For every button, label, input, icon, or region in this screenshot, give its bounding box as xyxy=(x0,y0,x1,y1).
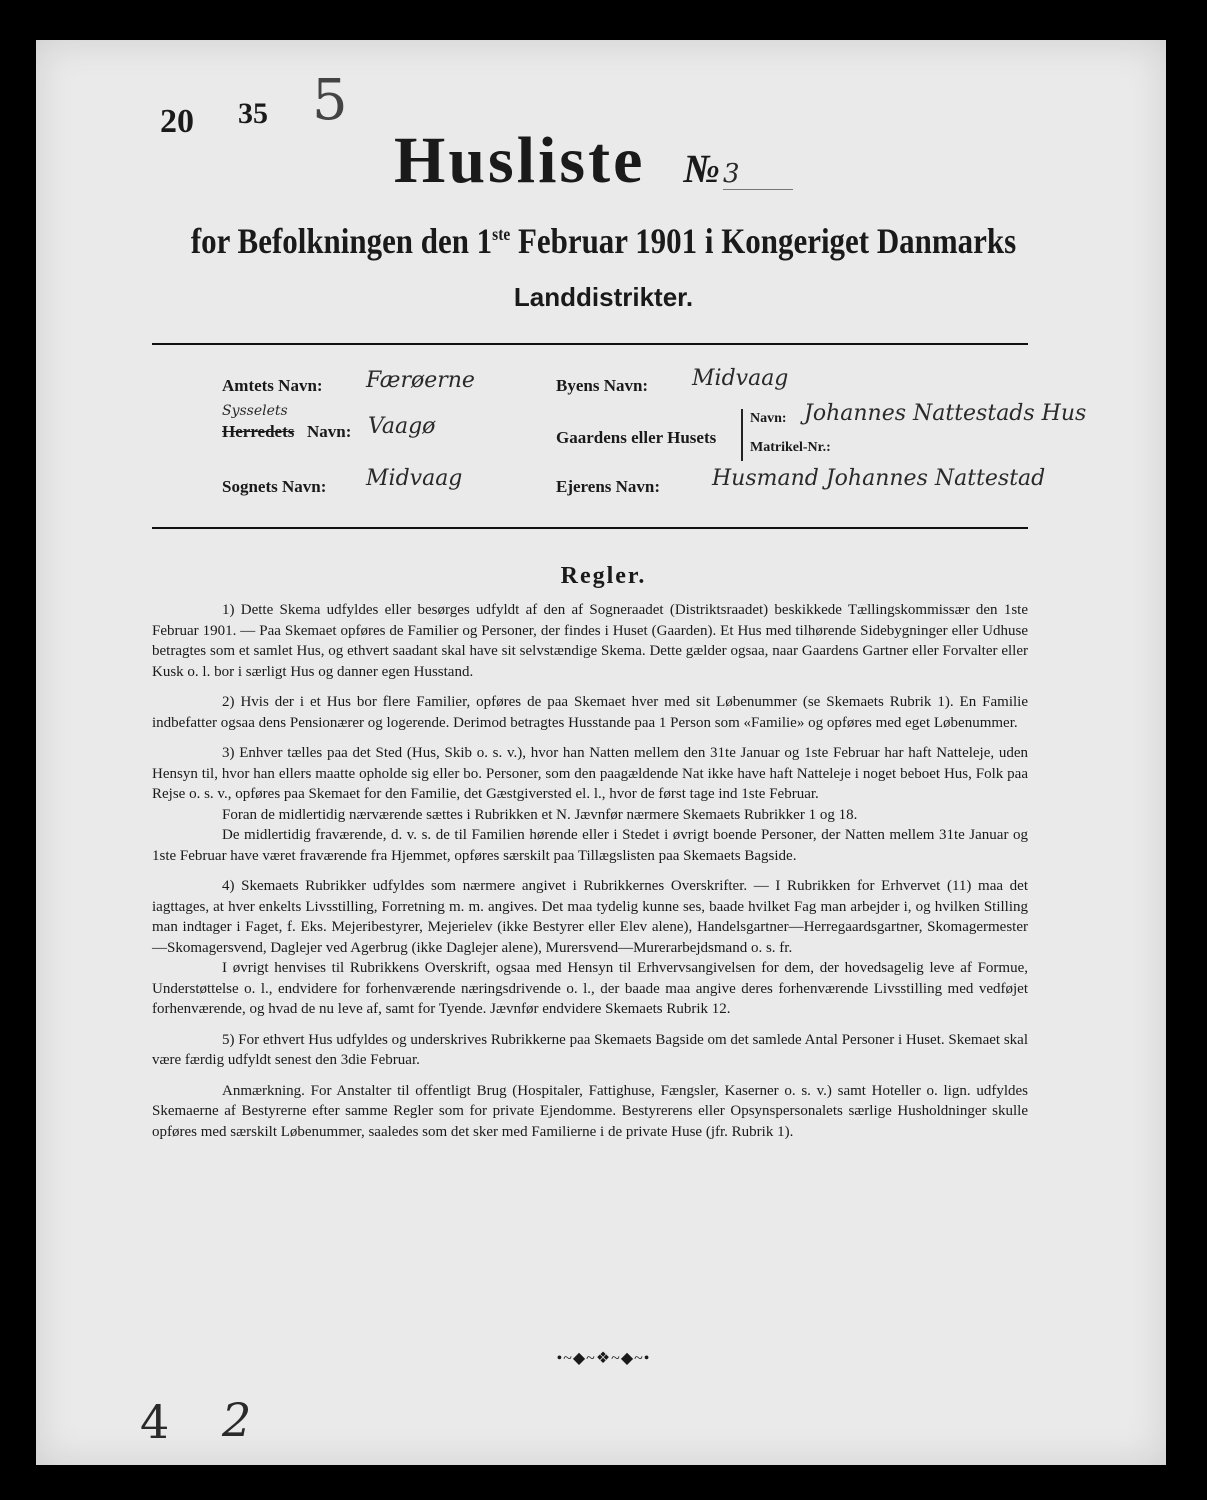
rule-2: 2) Hvis der i et Hus bor flere Familier, opføres de paa Skemaet hver med sit Løbenummer (se Skemaets Rubrik 1). En Familie indbefatter ogsaa dens Pensionærer og logerende. Derimod betragtes Husstande paa 1 Person som «Familie» og opføres med eget Løbenummer. xyxy=(152,694,1028,731)
herred-correction: Sysselets xyxy=(222,403,288,419)
form-subtitle xyxy=(84,220,1122,262)
by-label: Byens Navn: xyxy=(556,376,649,395)
handwritten-number: 5 xyxy=(312,68,348,133)
rule-4-continued: I øvrigt henvises til Rubrikkens Overskrift, ogsaa med Hensyn til Erhvervsangivelsen for dem, der hovedsagelig leve af Formue, Understøttelse o. l., endvidere for forhenværende næringsdrivende o. l., der baade maa angive deres forhenværende Livsstilling med vedføjet forhenværende, og hvad de nu leve af, samt for Tyende. Jævnfør endvidere Skemaets Rubrik 12. xyxy=(152,960,1028,1017)
ornament-divider: •~◆~❖~◆~• xyxy=(556,1350,651,1367)
sogn-value: Midvaag xyxy=(366,466,463,491)
stamp-number-left: 20 xyxy=(160,103,194,140)
subtitle-part-2: Februar 1901 i Kongeriget Danmarks xyxy=(510,221,1017,261)
handwritten-bottom-left: 4 xyxy=(140,1395,170,1449)
by-value: Midvaag xyxy=(692,366,789,391)
matrikel-label: Matrikel-Nr.: xyxy=(750,440,831,455)
brace-line xyxy=(741,409,743,461)
number-sign: № xyxy=(683,146,723,191)
rule-4: 4) Skemaets Rubrikker udfyldes som nærmere angivet i Rubrikkernes Overskrifter. — I Rubrikken for Erhvervet (11) maa det iagttages, at hver enkelts Livsstilling, Forretning m. m. angives. Det maa tydelig kunne ses, baade hvilket Fag man arbejder i, og hvilken Stilling man indtager i Faget, f. Eks. Mejeribestyrer, Mejerielev (ikke Bestyrer eller Elev alene), Handelsgartner—Herregaardsgartner, Skomagermester—Skomagersvend, Daglejer ved Agerbrug (ikke Daglejer alene), Murersvend—Murerarbejdsmand o. s. fr. xyxy=(152,878,1028,956)
herred-struck-label: Herredets xyxy=(222,422,295,441)
title-text: Husliste xyxy=(394,124,646,197)
amt-label: Amtets Navn: xyxy=(222,376,323,395)
subtitle-superscript: ste xyxy=(492,224,511,244)
gaard-label: Gaardens eller Husets xyxy=(556,428,717,447)
rule-3-note-a: Foran de midlertidig nærværende sættes i Rubrikken et N. Jævnfør nærmere Skemaets Rubrikker 1 og 18. xyxy=(222,806,858,823)
subtitle-part-1: for Befolkningen den 1 xyxy=(190,221,493,261)
herred-value: Vaagø xyxy=(368,414,436,439)
rule-3: 3) Enhver tælles paa det Sted (Hus, Skib o. s. v.), hvor han Natten mellem den 31te Januar og 1ste Februar har haft Natteleje, uden Hensyn til, hvor han ellers maatte opholde sig eller bo. Personer, som den paagældende Nat ikke have haft Natteleje i noget beboet Hus, Folk paa Rejse o. s. v., opføres paa Skemaet for den Familie, det Gæstgiversted el. l., hvor de først tage ind 1ste Februar. xyxy=(152,745,1028,802)
ejer-label: Ejerens Navn: xyxy=(556,477,661,496)
mid-divider xyxy=(152,527,1028,529)
stamp-number-mid: 35 xyxy=(238,97,268,130)
rule-5: 5) For ethvert Hus udfyldes og underskrives Rubrikkerne paa Skemaets Bagside om det samlede Antal Personer i Huset. Skemaet skal være færdig udfyldt senest den 3die Februar. xyxy=(152,1031,1028,1068)
top-divider xyxy=(152,343,1028,345)
handwritten-bottom-right: 2 xyxy=(222,1393,252,1447)
rule-1: 1) Dette Skema udfyldes eller besørges udfyldt af den af Sogneraadet (Distriktsraadet) beskikkede Tællingskommissær den 1ste Februar 1901. — Paa Skemaet opføres de Familier og Personer, der findes i Huset (Gaarden). Et Hus med tilhørende Sidebygninger eller Udhuse betragtes som et samlet Hus, og ethvert saadant skal have sit selvstændige Skema. Dette gælder ogsaa, naar Gaardens Gartner eller Forvalter eller Kusk o. l. bor i særligt Hus og danner egen Husstand. xyxy=(152,602,1028,680)
district-heading: Landdistrikter. xyxy=(513,282,694,312)
annotation: Anmærkning. For Anstalter til offentligt Brug (Hospitaler, Fattighuse, Fængsler, Kaserner o. s. v.) samt Hoteller o. lign. udfyldes Skemaerne af Bestyrerne efter samme Regler som for private Ejendomme. Bestyrerens eller Opsynspersonalets særlige Husholdninger skulle opføres med særskilt Løbenummer, saaledes som det sker med Familierne i de private Huse (jfr. Rubrik 1). xyxy=(152,1082,1028,1140)
form-title xyxy=(0,123,1207,199)
amt-value: Færøerne xyxy=(366,368,475,393)
navn-value: Johannes Nattestads Hus xyxy=(804,401,1087,426)
ejer-value: Husmand Johannes Nattestad xyxy=(712,466,1046,491)
form-number-value: 3 xyxy=(723,159,793,190)
rules-heading: Regler. xyxy=(560,563,647,589)
navn-label: Navn: xyxy=(750,411,787,426)
herred-label: Navn: xyxy=(307,422,352,441)
sogn-label: Sognets Navn: xyxy=(222,477,327,496)
rule-3-note-b: De midlertidig fraværende, d. v. s. de til Familien hørende eller i Stedet i øvrigt boende Personer, der Natten mellem 31te Januar og 1ste Februar have været fraværende fra Hjemmet, opføres særskilt paa Tillægslisten paa Skemaets Bagside. xyxy=(152,827,1028,864)
rules-text xyxy=(152,600,1028,1152)
